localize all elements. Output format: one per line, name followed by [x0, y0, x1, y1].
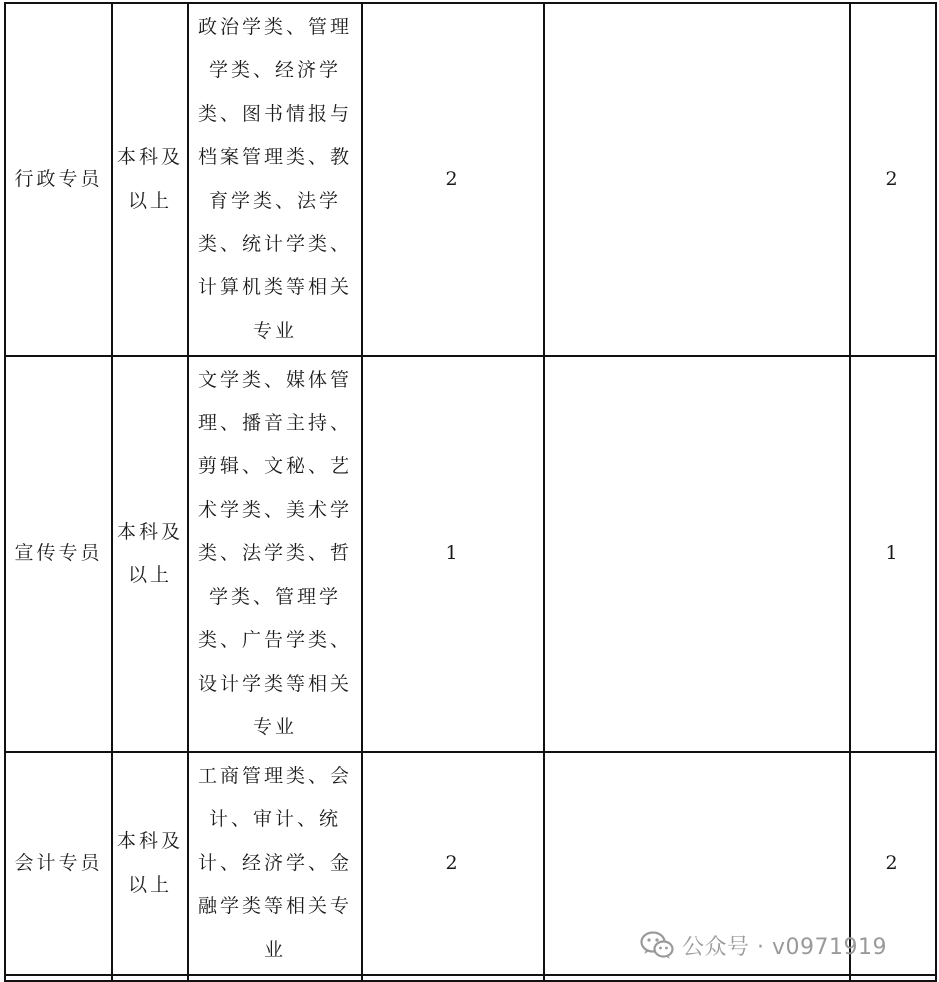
remarks-cell: [544, 356, 850, 752]
partial-cell: [188, 975, 362, 981]
majors-cell: 政治学类、管理学类、经济学类、图书情报与档案管理类、教育学类、法学类、统计学类、计算机类等相关专业: [188, 3, 362, 356]
total-cell: 1: [850, 356, 936, 752]
partial-cell: [850, 975, 936, 981]
education-cell: 本科及以上: [112, 3, 188, 356]
partial-cell: [544, 975, 850, 981]
partial-cell: [5, 975, 112, 981]
watermark-text: 公众号 · v0971919: [682, 934, 887, 960]
total-cell: 2: [850, 3, 936, 356]
majors-cell: 文学类、媒体管理、播音主持、剪辑、文秘、艺术学类、美术学类、法学类、哲学类、管理学类、广告学类、设计学类等相关专业: [188, 356, 362, 752]
table-row: [5, 356, 936, 752]
recruitment-table: [4, 2, 937, 982]
partial-cell: [362, 975, 544, 981]
count-cell: 2: [362, 3, 544, 356]
education-cell: 本科及以上: [112, 356, 188, 752]
position-cell: 宣传专员: [5, 356, 112, 752]
position-cell: 会计专员: [5, 752, 112, 975]
table-row: [5, 3, 936, 356]
count-cell: 2: [362, 752, 544, 975]
remarks-cell: [544, 3, 850, 356]
partial-cell: [112, 975, 188, 981]
wechat-icon: [640, 930, 674, 960]
total-cell: 2: [850, 752, 936, 975]
position-cell: 行政专员: [5, 3, 112, 356]
watermark: [640, 928, 887, 962]
table-row-partial: [5, 975, 936, 981]
count-cell: 1: [362, 356, 544, 752]
education-cell: 本科及以上: [112, 752, 188, 975]
majors-cell: 工商管理类、会计、审计、统计、经济学、金融学类等相关专业: [188, 752, 362, 975]
